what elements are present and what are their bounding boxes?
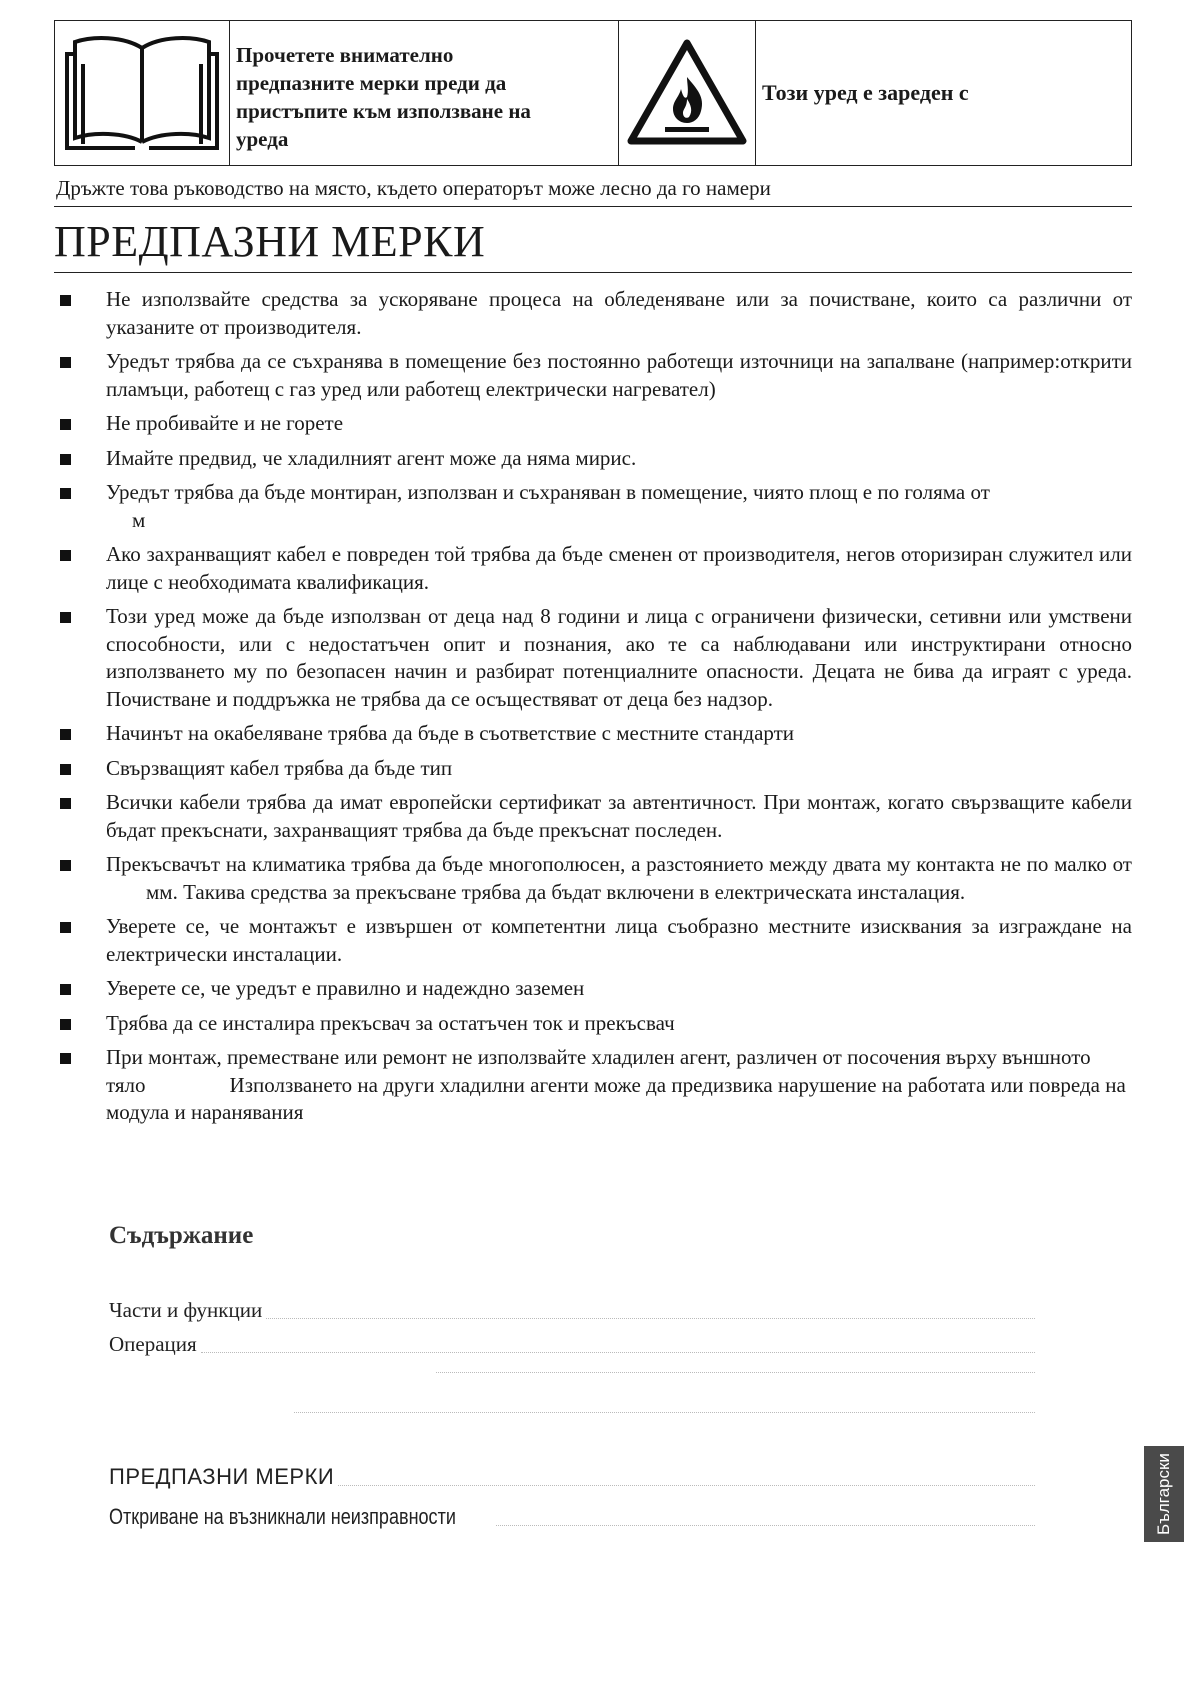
- list-item: Уверете се, че монтажът е извършен от компетентни лица съобразно местните изисквания за изграждане на електрически инсталации.: [58, 913, 1132, 968]
- precautions-list: [58, 286, 1132, 1134]
- toc-leader: [294, 1412, 1035, 1413]
- bullet-icon: [60, 612, 71, 623]
- toc-leader: [496, 1525, 1035, 1526]
- list-item: Начинът на окабеляване трябва да бъде в съответствие с местните стандарти: [58, 720, 1132, 748]
- bullet-icon: [60, 1019, 71, 1030]
- toc-leader: [436, 1372, 1035, 1373]
- header-table: [54, 20, 1132, 166]
- bullet-icon: [60, 419, 71, 430]
- warning-cell: [619, 21, 756, 165]
- list-item: Трябва да се инсталира прекъсвач за остатъчен ток и прекъсвач: [58, 1010, 1132, 1038]
- keep-manual-note: Дръжте това ръководство на място, където операторът може лесно да го намери: [56, 176, 771, 200]
- list-item: Уверете се, че уредът е правилно и надеждно заземен: [58, 975, 1132, 1003]
- list-item: Не използвайте средства за ускоряване процеса на обледеняване или за почистване, които са различни от указаните от производителя.: [58, 286, 1132, 341]
- toc-item-troubleshooting[interactable]: Откриване на възникнали неизправности: [109, 1504, 1035, 1530]
- bullet-icon: [60, 454, 71, 465]
- flammable-warning-icon: [625, 37, 749, 149]
- language-tab-label: Български: [1154, 1453, 1173, 1535]
- flammable-text: Този уред е зареден с: [762, 80, 969, 105]
- toc-item-blank-2: [290, 1412, 1035, 1417]
- toc-leader: [338, 1485, 1035, 1486]
- list-item: Не пробивайте и не горете: [58, 410, 1132, 438]
- bullet-icon: [60, 1053, 71, 1064]
- language-tab: [1144, 1446, 1184, 1542]
- read-line-4: уреда: [236, 127, 289, 151]
- list-item: Уредът трябва да се съхранява в помещение без постоянно работещи източници на запалване (например:открити пламъци, работещ с газ уред или работещ електрически нагревател): [58, 348, 1132, 403]
- bullet-icon: [60, 764, 71, 775]
- divider-top: [54, 206, 1132, 207]
- read-line-2: предпазните мерки преди да: [236, 71, 507, 95]
- bullet-icon: [60, 295, 71, 306]
- bullet-icon: [60, 798, 71, 809]
- breaker-rest: мм. Такива средства за прекъсване трябва да бъдат включени в електрическата инсталация.: [146, 879, 966, 904]
- bullet-icon: [60, 729, 71, 740]
- bullet-icon: [60, 550, 71, 561]
- book-icon: [63, 34, 221, 152]
- book-cell: [55, 21, 230, 165]
- bullet-icon: [60, 984, 71, 995]
- list-item: При монтаж, преместване или ремонт не използвайте хладилен агент, различен от посочения върху външното тяло Използването на други хладилни агенти може да предизвика нарушение на работата или повреда на модула и наранявания: [58, 1044, 1132, 1127]
- toc-item-blank-1: [432, 1372, 1035, 1377]
- read-line-3: пристъпите към използване на: [236, 99, 531, 123]
- read-instructions-cell: [230, 21, 619, 165]
- refrigerant-rest: Използването на други хладилни агенти може да предизвика нарушение на работата или повреда на модула и наранявания: [106, 1072, 1126, 1124]
- divider-title: [54, 272, 1132, 273]
- bullet-icon: [60, 488, 71, 499]
- toc-title: Съдържание: [109, 1222, 254, 1249]
- list-item: Този уред може да бъде използван от деца над 8 години и лица с ограничени физически, сетивни или умствени способности, или с недостатъчен опит и познания, ако те са наблюдавани или инструктирани относно използването му по безопасен начин и разбират потенциалните опасности. Децата не бива да играят с уреда. Почистване и поддръжка не трябва да се осъществяват от деца без надзор.: [58, 603, 1132, 713]
- toc-leader: [266, 1318, 1035, 1319]
- bullet-icon: [60, 860, 71, 871]
- flammable-text-cell: [756, 21, 1131, 165]
- area-unit: м: [132, 507, 146, 532]
- bullet-icon: [60, 357, 71, 368]
- toc-leader: [201, 1352, 1035, 1353]
- list-item: Всички кабели трябва да имат европейски сертификат за автентичност. При монтаж, когато свързващите кабели бъдат прекъснати, захранващият трябва да бъде прекъснат последен.: [58, 789, 1132, 844]
- list-item: Ако захранващият кабел е повреден той трябва да бъде сменен от производителя, негов оторизиран служител или лице с необходимата квалификация.: [58, 541, 1132, 596]
- list-item: Свързващият кабел трябва да бъде тип: [58, 755, 1132, 783]
- list-item: Имайте предвид, че хладилният агент може да няма мирис.: [58, 445, 1132, 473]
- read-line-1: Прочетете внимателно: [236, 43, 454, 67]
- list-item: Прекъсвачът на климатика трябва да бъде многополюсен, а разстоянието между двата му контакта не по малко отмм. Такива средства за прекъсване трябва да бъдат включени в електрическата инсталация.: [58, 851, 1132, 906]
- list-item: Уредът трябва да бъде монтиран, използван и съхраняван в помещение, чиято площ е по голяма от м: [58, 479, 1132, 534]
- toc-item-operation[interactable]: Операция: [109, 1332, 1035, 1357]
- toc-item-precautions[interactable]: ПРЕДПАЗНИ МЕРКИ: [109, 1464, 1035, 1490]
- bullet-icon: [60, 922, 71, 933]
- page-title: ПРЕДПАЗНИ МЕРКИ: [54, 217, 486, 266]
- toc-item-parts[interactable]: Части и функции: [109, 1298, 1035, 1323]
